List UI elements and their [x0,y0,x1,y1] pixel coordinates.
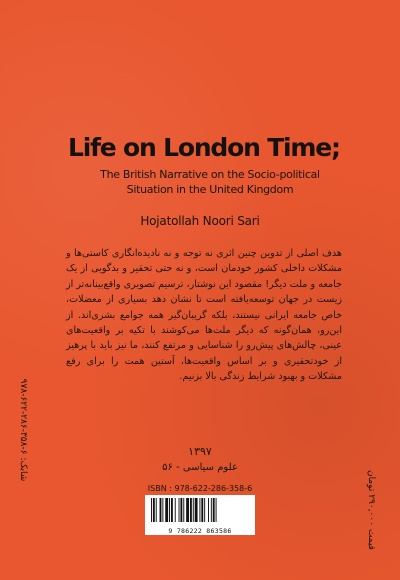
isbn-vertical-text: شابک: ۶-۳۵۸-۲۸۶-۶۲۲-۹۷۸ [18,378,28,482]
book-subtitle [60,167,360,197]
subtitle-line-1: The British Narrative on the Socio-political [100,168,320,181]
author-name: Hojatollah Noori Sari [140,214,260,228]
barcode-digits: 9 786222 863586 [168,527,232,535]
isbn-label: ISBN : 978-622-286-358-6 [147,484,253,493]
price-vertical-text: قیمت ۲۹۰,۰۰۰ تومان [366,470,376,550]
barcode-bars-icon [151,498,249,522]
publication-year: ۱۳۹۷ [188,445,212,458]
series-label: علوم سیاسی - ۵۶ [162,462,238,473]
subtitle-line-2: Situation in the United Kingdom [126,183,294,196]
book-title: Life on London Time; [68,133,340,162]
blurb-paragraph: هدف اصلی از تدوین چنین اثری نه توجه و نه نادیده‌انگاری کاستی‌ها و مشکلات داخلی کشور خودمان است، و نه حتی تحقیر و بدگویی از یک جامعه و ملت دیگر! مقصود این نوشتار، ترسیم تصویری واقع‌بینانه‌تر از زیست در جهان توسعه‌یافته است تا نشان دهد بسیاری از معضلات، خاص جامعه ایرانی نیستند، بلکه گریبان‌گیر همه جوامع بشری‌اند. از این‌رو، همان‌گونه که دیگر ملت‌ها می‌کوشند با تکیه بر واقعیت‌های عینی، چالش‌های پیش‌رو را شناسایی و مرتفع کنند، ما نیز باید با پرهیز از خودتحقیری و بر اساس واقعیت‌ها، آستین همت را برای رفع مشکلات و بهبود شرایط زندگی بالا بزنیم. [66,248,342,383]
